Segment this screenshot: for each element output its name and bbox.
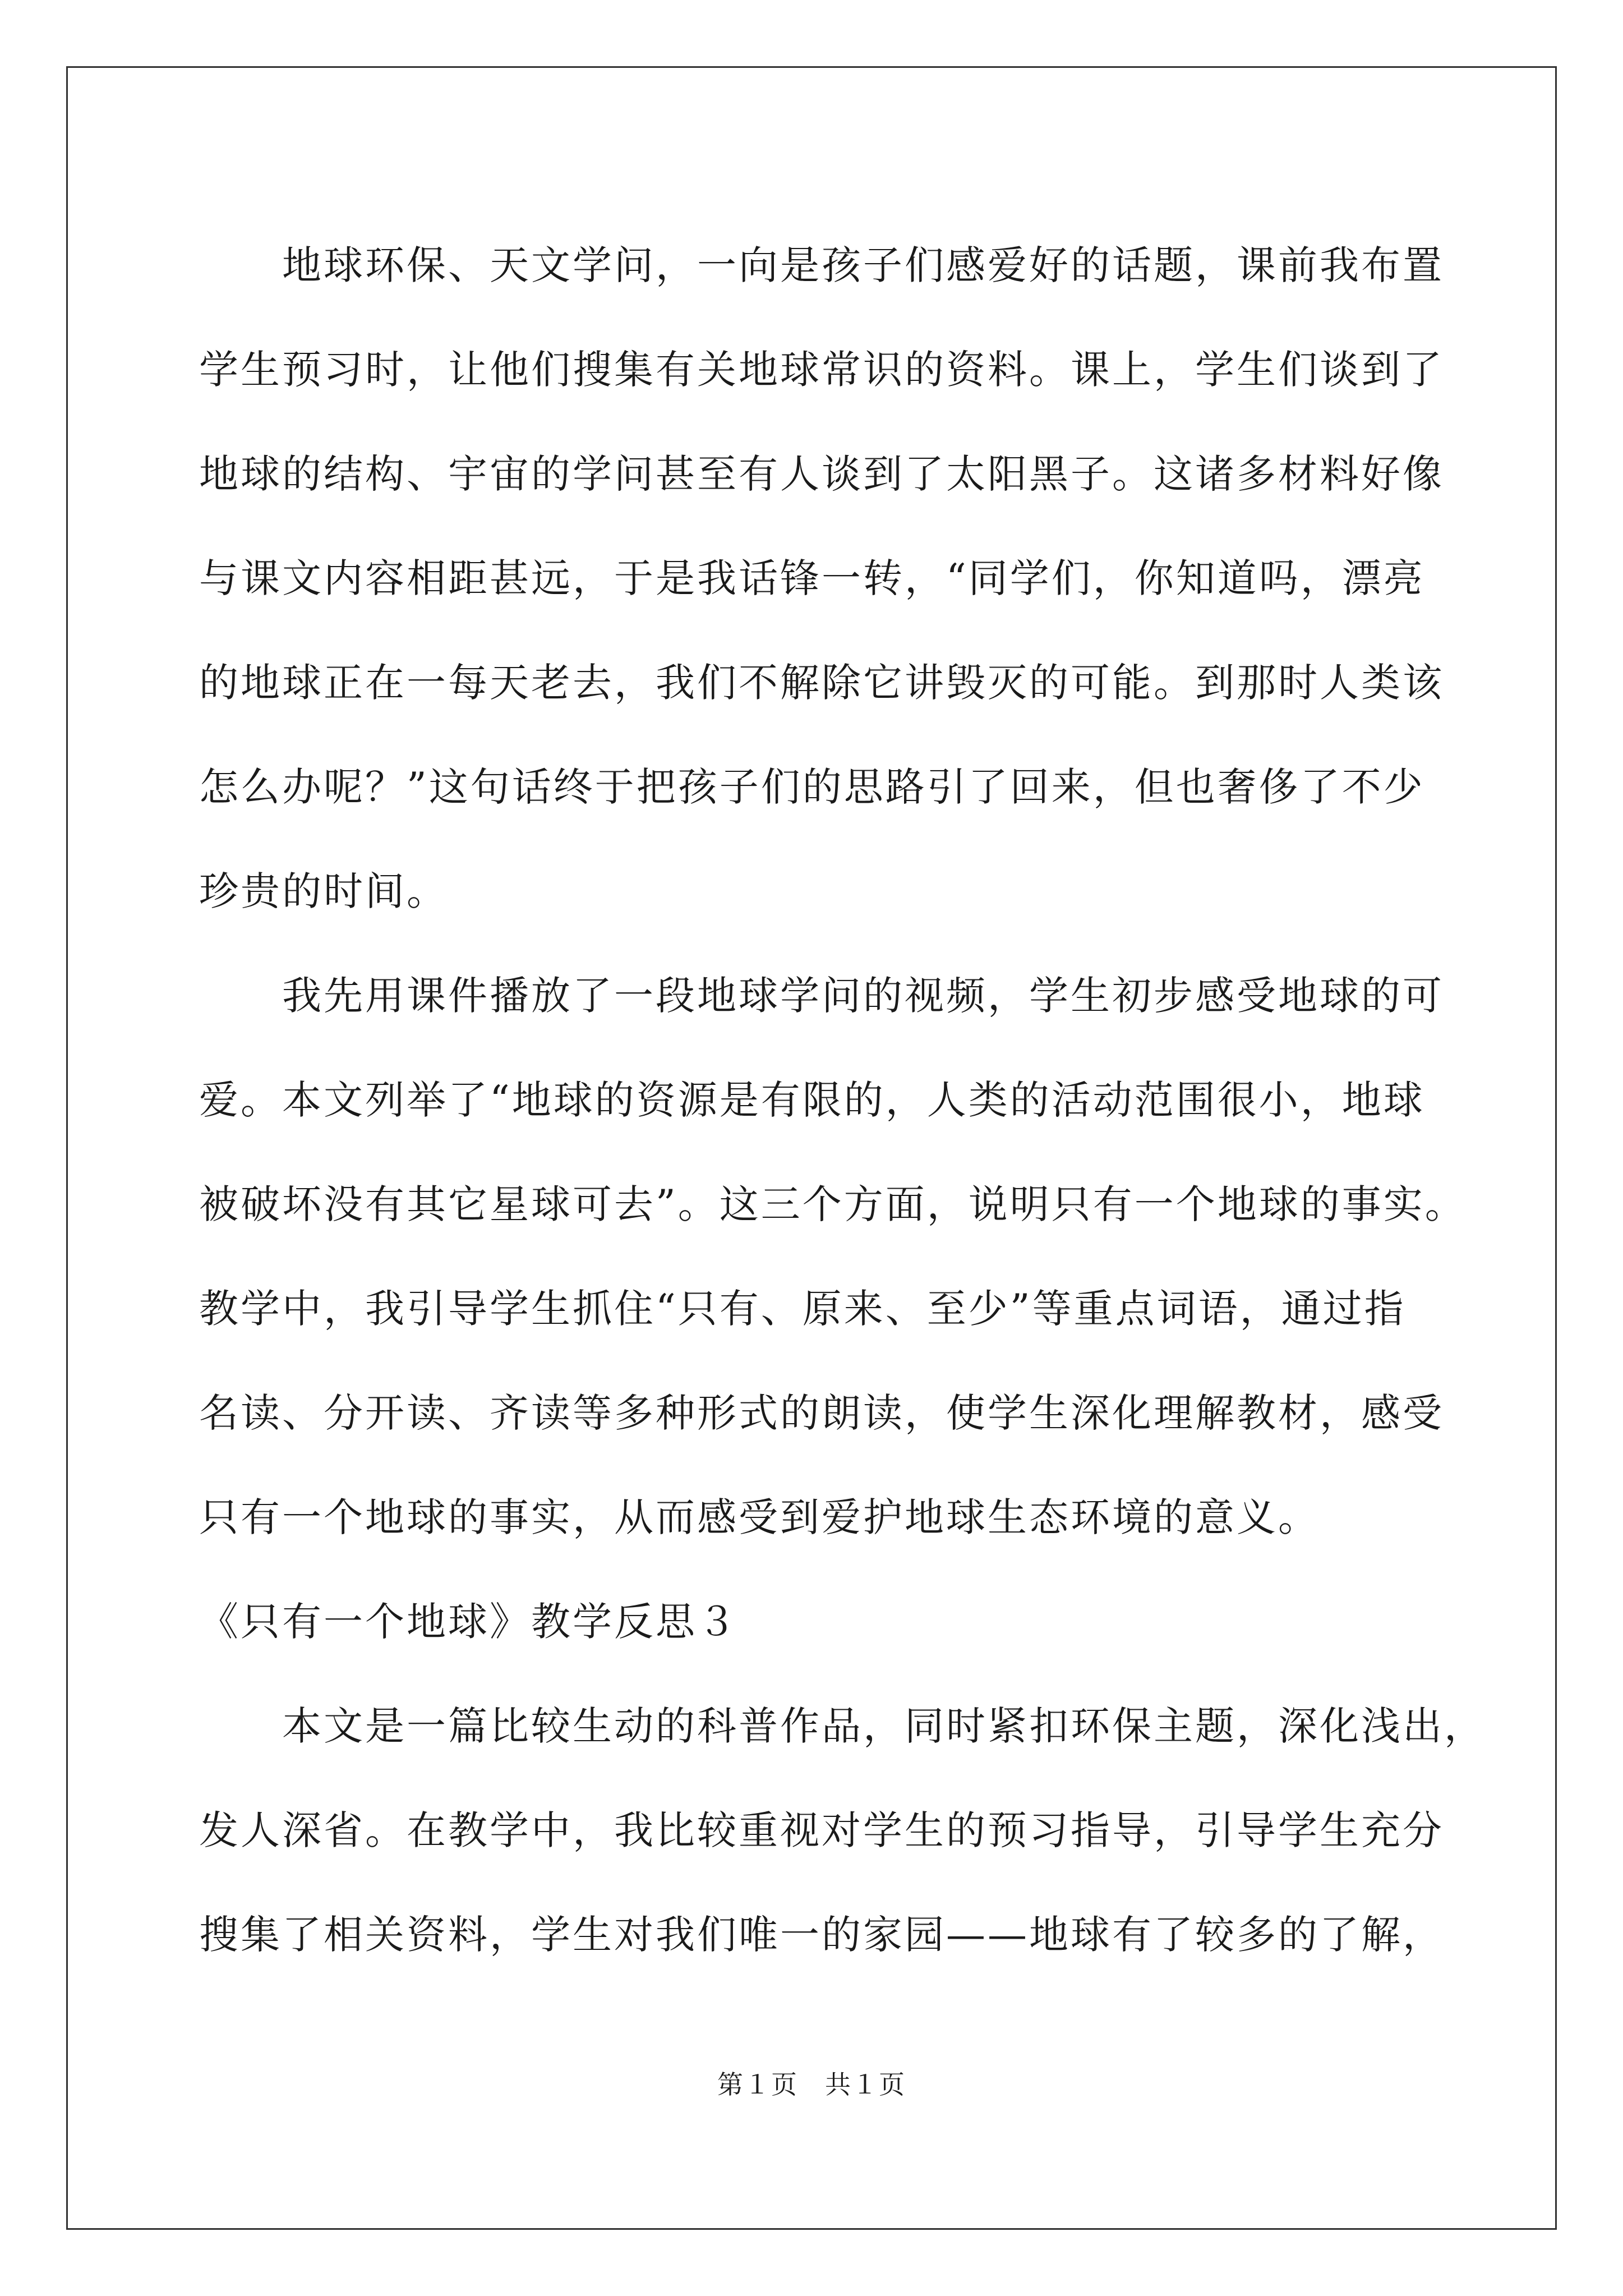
paragraph-2-line-2: 爱。本文列举了“地球的资源是有限的，人类的活动范围很小，地球 (199, 1077, 1425, 1123)
paragraph-2-line-3: 被破坏没有其它星球可去”。这三个方面，说明只有一个地球的事实。 (199, 1181, 1467, 1227)
paragraph-1-line-1: 地球环保、天文学问，一向是孩子们感爱好的话题，课前我布置 (282, 242, 1444, 288)
section-heading: 《只有一个地球》教学反思３ (199, 1599, 739, 1645)
document-body (199, 213, 1486, 1987)
paragraph-1-line-6: 怎么办呢？”这句话终于把孩子们的思路引了回来，但也奢侈了不少 (199, 764, 1425, 810)
paragraph-1-line-2: 学生预习时，让他们搜集有关地球常识的资料。课上，学生们谈到了 (199, 347, 1444, 393)
paragraph-3-line-1: 本文是一篇比较生动的科普作品，同时紧扣环保主题，深化浅出， (282, 1703, 1486, 1749)
paragraph-3-line-2: 发人深省。在教学中，我比较重视对学生的预习指导，引导学生充分 (199, 1807, 1444, 1853)
paragraph-2-line-5: 名读、分开读、齐读等多种形式的朗读，使学生深化理解教材，感受 (199, 1390, 1444, 1436)
paragraph-1-line-3: 地球的结构、宇宙的学问甚至有人谈到了太阳黑子。这诸多材料好像 (199, 451, 1444, 497)
paragraph-1-line-7: 珍贵的时间。 (199, 868, 448, 914)
paragraph-1-line-5: 的地球正在一每天老去，我们不解除它讲毁灭的可能。到那时人类该 (199, 660, 1444, 706)
page-footer: 第１页 共１页 (717, 2069, 906, 2100)
paragraph-2-line-6: 只有一个地球的事实，从而感受到爱护地球生态环境的意义。 (199, 1494, 1320, 1540)
paragraph-1-line-4: 与课文内容相距甚远，于是我话锋一转，“同学们，你知道吗，漂亮 (199, 555, 1425, 601)
paragraph-2-line-4: 教学中，我引导学生抓住“只有、原来、至少”等重点词语，通过指 (199, 1286, 1406, 1332)
paragraph-2-line-1: 我先用课件播放了一段地球学问的视频，学生初步感受地球的可 (282, 973, 1444, 1019)
paragraph-3-line-3: 搜集了相关资料，学生对我们唯一的家园——地球有了较多的了解， (199, 1912, 1444, 1958)
